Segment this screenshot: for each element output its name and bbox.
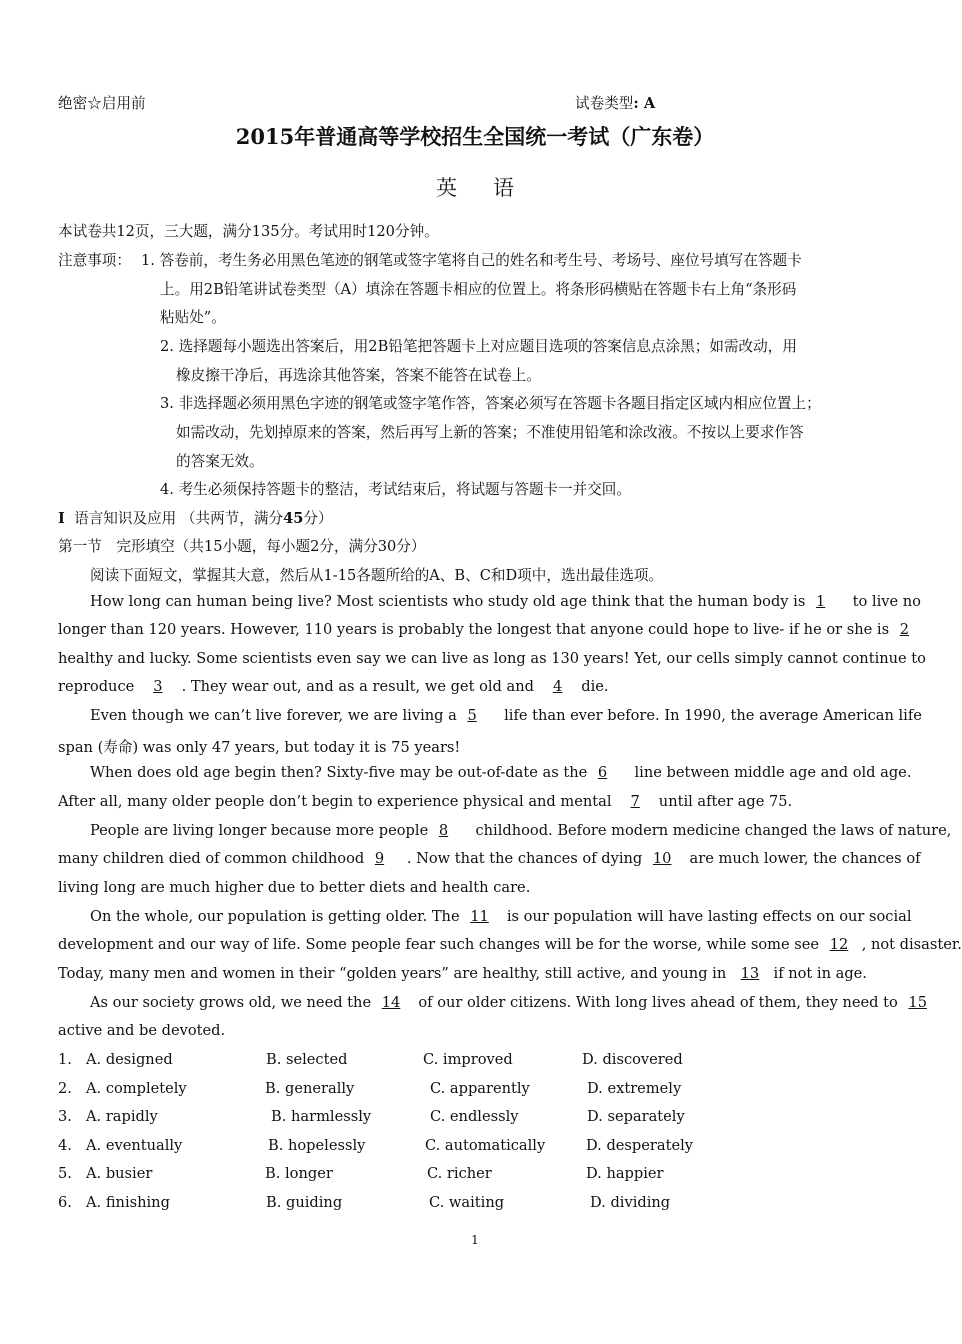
question-number: 1. (58, 1051, 72, 1068)
option-b: B. hopelessly (268, 1137, 366, 1154)
exam-title: 2015年普通高等学校招生全国统一考试（广东卷） (235, 124, 715, 149)
intro-text: 本试卷共12页，三大题，满分135分。考试用时120分钟。 (58, 223, 439, 240)
exam-subject: 英语 (436, 176, 550, 200)
option-c: C. waiting (429, 1194, 505, 1211)
passage-line: span (寿命) was only 47 years, but today it is 75 years! (58, 739, 461, 756)
question-number: 2. (58, 1080, 72, 1097)
blank-13: 13 (740, 965, 760, 982)
blank-14: 14 (381, 994, 401, 1011)
option-b: B. guiding (266, 1194, 343, 1211)
question-number: 5. (58, 1165, 72, 1182)
part-1-title: 第一节 完形填空（共15小题，每小题2分，满分30分） (58, 538, 426, 555)
passage-line: many children died of common childhood 9 . Now that the chances of dying 10 are much lower, the chances of (58, 850, 921, 867)
passage-line: healthy and lucky. Some scientists even say we can live as long as 130 years! Yet, our cells simply cannot continue to (58, 650, 926, 667)
option-a: A. completely (86, 1080, 187, 1097)
blank-5: 5 (467, 707, 477, 724)
option-d: D. extremely (587, 1080, 682, 1097)
passage-line: How long can human being live? Most scientists who study old age think that the human body is 1 to live no (90, 593, 921, 610)
part-1-instruction: 阅读下面短文，掌握其大意，然后从1-15各题所给的A、B、C和D项中，选出最佳选项。 (90, 567, 664, 584)
passage-line: living long are much higher due to better diets and health care. (58, 879, 531, 896)
passage-line: Today, many men and women in their “golden years” are healthy, still active, and young in 13 if not in age. (58, 965, 867, 982)
blank-4: 4 (552, 678, 563, 695)
option-c: C. richer (427, 1165, 492, 1182)
option-d: D. separately (587, 1108, 685, 1125)
option-a: A. busier (86, 1165, 153, 1182)
option-b: B. longer (265, 1165, 333, 1182)
passage-line: On the whole, our population is getting older. The 11 is our population will have lasting effects on our social (90, 908, 912, 925)
option-b: B. selected (266, 1051, 348, 1068)
option-b: B. harmlessly (271, 1108, 372, 1125)
section-roman: I (58, 510, 65, 527)
option-a: A. eventually (86, 1137, 183, 1154)
section-1-heading (58, 507, 333, 528)
paper-type (575, 92, 655, 113)
option-c: C. endlessly (430, 1108, 519, 1125)
notice-item-2-line-2: 橡皮擦干净后，再选涂其他答案，答案不能答在试卷上。 (176, 367, 541, 384)
option-b: B. generally (265, 1080, 355, 1097)
option-d: D. discovered (582, 1051, 683, 1068)
option-c: C. automatically (425, 1137, 546, 1154)
notice-item-1-line-2: 上。用2B铅笔讲试卷类型（A）填涂在答题卡相应的位置上。将条形码横贴在答题卡右上角“条形码 (160, 281, 797, 298)
passage-line: active and be devoted. (58, 1022, 226, 1039)
paper-type-label: 试卷类型 (575, 95, 634, 112)
blank-12: 12 (829, 936, 849, 953)
passage-line: longer than 120 years. However, 110 years is probably the longest that anyone could hope to live- if he or she is 2 (58, 621, 893, 638)
option-c: C. apparently (430, 1080, 530, 1097)
notice-item-3-line-3: 的答案无效。 (176, 453, 264, 470)
confidential-mark: 绝密☆启用前 (58, 95, 146, 112)
question-number: 3. (58, 1108, 72, 1125)
page-number: 1 (471, 1233, 479, 1247)
notice-item-1-line-3: 粘贴处”。 (160, 309, 226, 326)
passage-line: development and our way of life. Some people fear such changes will be for the worse, while some see 12 , not disaster. (58, 936, 962, 953)
passage-line: As our society grows old, we need the 14 of our older citizens. With long lives ahead of them, they need to 15 (90, 994, 893, 1011)
option-d: D. desperately (586, 1137, 693, 1154)
option-c: C. improved (423, 1051, 513, 1068)
blank-11: 11 (470, 908, 489, 925)
notice-label: 注意事项： (58, 252, 131, 269)
passage-line: After all, many older people don’t begin to experience physical and mental 7 until after age 75. (58, 793, 793, 810)
option-a: A. designed (86, 1051, 173, 1068)
notice-item-3-line-2: 如需改动，先划掉原来的答案，然后再写上新的答案；不准使用铅笔和涂改液。不按以上要求作答 (176, 424, 804, 441)
option-d: D. happier (586, 1165, 664, 1182)
blank-8: 8 (438, 822, 449, 839)
section-title-end: 分） (303, 510, 333, 527)
passage-line: reproduce 3 . They wear out, and as a result, we get old and 4 die. (58, 678, 609, 695)
notice-item-1-line-1: 1. 答卷前，考生务必用黑色笔迹的钢笔或签字笔将自己的姓名和考生号、考场号、座位号填写在答题卡 (141, 252, 802, 269)
notice-item-4-line-1: 4. 考生必须保持答题卡的整洁，考试结束后，将试题与答题卡一并交回。 (160, 481, 631, 498)
passage-line: Even though we can’t live forever, we are living a 5 life than ever before. In 1990, the average American life (90, 707, 922, 724)
question-number: 6. (58, 1194, 72, 1211)
blank-10: 10 (652, 850, 672, 867)
paper-type-value: : A (633, 95, 656, 112)
blank-7: 7 (630, 793, 640, 810)
option-a: A. rapidly (86, 1108, 158, 1125)
notice-item-3-line-1: 3. 非选择题必须用黑色字迹的钢笔或签字笔作答，答案必须写在答题卡各题目指定区域内相应位置上； (160, 395, 821, 412)
blank-1: 1 (815, 593, 826, 610)
passage-line: People are living longer because more people 8 childhood. Before modern medicine changed the laws of nature, (90, 822, 952, 839)
notice-item-2-line-1: 2. 选择题每小题选出答案后，用2B铅笔把答题卡上对应题目选项的答案信息点涂黑；如需改动，用 (160, 338, 797, 355)
blank-2: 2 (899, 621, 910, 638)
blank-9: 9 (374, 850, 385, 867)
blank-6: 6 (597, 764, 608, 781)
section-title: 语言知识及应用 （共两节，满分 (74, 510, 284, 527)
blank-3: 3 (153, 678, 163, 695)
option-d: D. dividing (590, 1194, 671, 1211)
blank-15: 15 (908, 994, 927, 1011)
option-a: A. finishing (86, 1194, 170, 1211)
passage-line: When does old age begin then? Sixty-five may be out-of-date as the 6 line between middle age and old age. (90, 764, 912, 781)
question-number: 4. (58, 1137, 72, 1154)
section-score: 45 (283, 510, 304, 527)
